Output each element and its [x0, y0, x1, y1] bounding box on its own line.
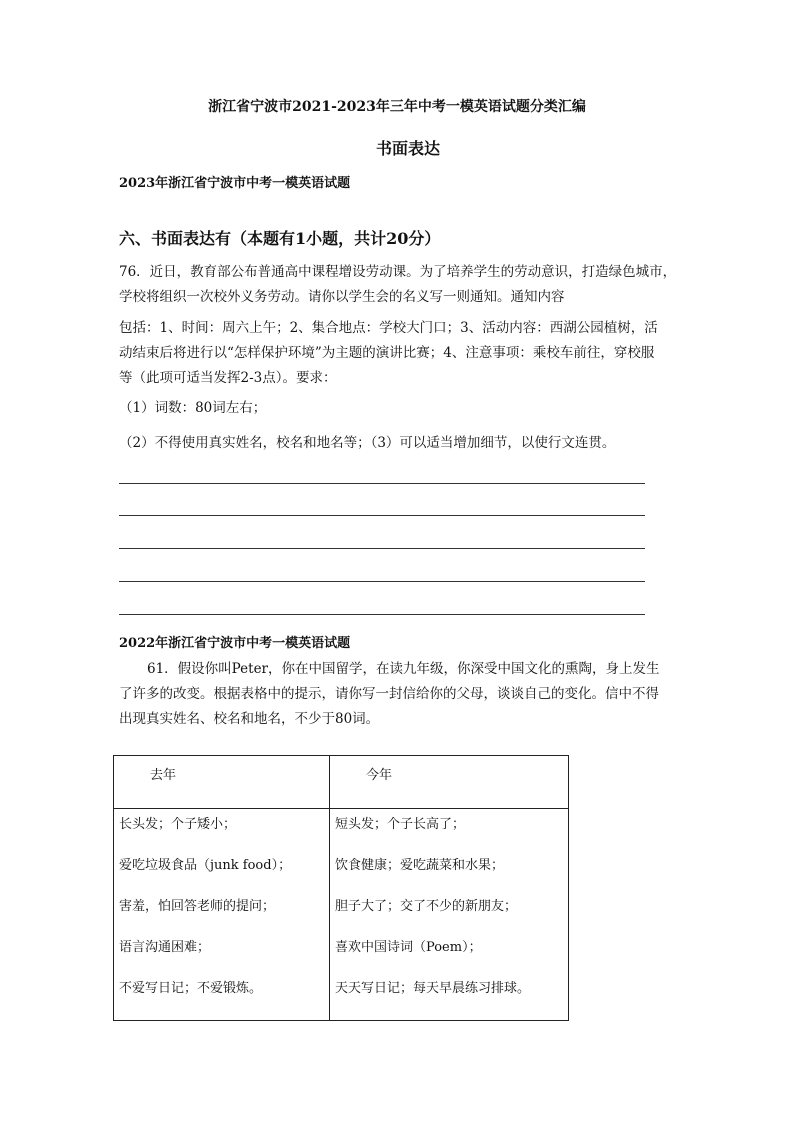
question-76-content-line-1: 包括：1、时间：周六上午；2、集合地点：学校大门口；3、活动内容：西湖公园植树，活 [119, 320, 658, 336]
question-76-line-1: 76．近日，教育部公布普通高中课程增设劳动课。为了培养学生的劳动意识，打造绿色城市， [119, 264, 677, 280]
list-item: 不爱写日记；不爱锻炼。 [119, 981, 263, 996]
requirement-1: （1）词数：80词左右； [119, 400, 267, 416]
question-61-line-3: 出现真实姓名、校名和地名，不少于80词。 [119, 711, 380, 727]
requirement-2-3: （2）不得使用真实姓名，校名和地名等；（3）可以适当增加细节，以使行文连贯。 [119, 435, 616, 451]
answer-line[interactable] [119, 515, 645, 516]
question-61-line-1: 61．假设你叫Peter，你在中国留学，在读九年级，你深受中国文化的熏陶，身上发生 [147, 661, 660, 677]
question-76-line-2: 学校将组织一次校外义务劳动。请你以学生会的名义写一则通知。通知内容 [119, 289, 565, 305]
list-item: 天天写日记；每天早晨练习排球。 [335, 981, 531, 996]
section-heading-2023: 2023年浙江省宁波市中考一模英语试题 [119, 176, 351, 191]
header-this-year-cell [330, 756, 569, 809]
answer-line[interactable] [119, 614, 645, 615]
question-76-content-line-3: 等（此项可适当发挥2-3点）。要求： [119, 370, 337, 386]
list-item: 语言沟通困难； [119, 940, 211, 955]
answer-line[interactable] [119, 483, 645, 484]
answer-line[interactable] [119, 548, 645, 549]
list-item: 害羞，怕回答老师的提问； [119, 899, 276, 914]
list-item: 喜欢中国诗词（Poem）； [335, 940, 482, 955]
question-76-content-line-2: 动结束后将进行以“怎样保护环境”为主题的演讲比赛；4、注意事项：乘校车前往，穿校服 [119, 345, 655, 361]
list-item: 爱吃垃圾食品（junk food）； [119, 858, 292, 873]
answer-line[interactable] [119, 581, 645, 582]
header-last-year: 去年 [150, 768, 177, 783]
list-item: 饮食健康；爱吃蔬菜和水果； [335, 858, 505, 873]
header-last-year-cell [114, 756, 330, 809]
list-item: 短头发；个子长高了； [335, 817, 466, 832]
document-title: 浙江省宁波市2021-2023年三年中考一模英语试题分类汇编 [208, 99, 586, 115]
section-heading-2022: 2022年浙江省宁波市中考一模英语试题 [119, 636, 351, 651]
question-76-intro [119, 260, 679, 310]
part-heading: 六、书面表达有（本题有1小题，共计20分） [119, 229, 441, 248]
list-item: 胆子大了；交了不少的新朋友； [335, 899, 518, 914]
document-subtitle: 书面表达 [375, 139, 440, 158]
question-76-content [119, 316, 679, 391]
list-item: 长头发；个子矮小； [119, 817, 237, 832]
question-61-line-2: 了许多的改变。根据表格中的提示，请你写一封信给你的父母，谈谈自己的变化。信中不得 [119, 686, 659, 702]
this-year-list [330, 809, 569, 1021]
question-61 [119, 657, 679, 732]
last-year-list [114, 809, 330, 1021]
header-this-year: 今年 [366, 768, 393, 783]
changes-table [113, 755, 569, 1021]
